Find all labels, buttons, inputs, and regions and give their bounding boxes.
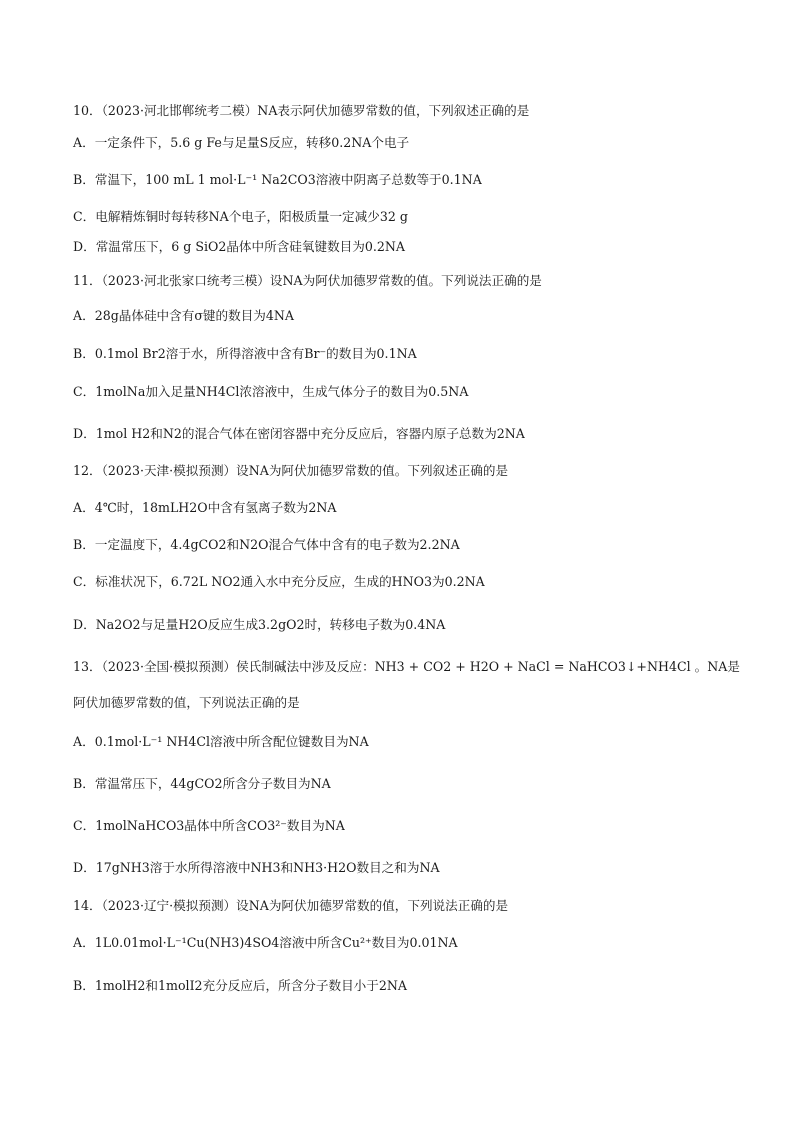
question-10-stem: 10．（2023·河北邯郸统考二模）NA表示阿伏加德罗常数的值，下列叙述正确的是 (73, 103, 530, 118)
question-13-stem-line1: 13．（2023·全国·模拟预测）侯氏制碱法中涉及反应：NH3 + CO2 + H2O + NaCl = NaHCO3↓+NH4Cl 。NA是 (73, 659, 740, 674)
question-11-option-b: B．0.1mol Br2溶于水，所得溶液中含有Br⁻的数目为0.1NA (73, 346, 417, 361)
question-13-stem-line2: 阿伏加德罗常数的值，下列说法正确的是 (73, 695, 300, 710)
question-14-option-a: A．1L0.01mol·L⁻¹Cu(NH3)4SO4溶液中所含Cu²⁺数目为0.01NA (73, 935, 458, 950)
question-11-option-c: C．1molNa加入足量NH4Cl浓溶液中，生成气体分子的数目为0.5NA (73, 384, 469, 399)
question-11-option-a: A．28g晶体硅中含有σ键的数目为4NA (73, 308, 295, 323)
question-10-option-b: B．常温下，100 mL 1 mol·L⁻¹ Na2CO3溶液中阴离子总数等于0.1NA (73, 172, 482, 187)
question-10-option-c: C．电解精炼铜时每转移NA个电子，阳极质量一定减少32 g (73, 209, 408, 224)
question-11-stem: 11．（2023·河北张家口统考三模）设NA为阿伏加德罗常数的值。下列说法正确的是 (73, 273, 542, 288)
question-14-stem: 14．（2023·辽宁·模拟预测）设NA为阿伏加德罗常数的值，下列说法正确的是 (73, 898, 509, 913)
question-12-option-c: C．标准状况下，6.72L NO2通入水中充分反应，生成的HNO3为0.2NA (73, 574, 485, 589)
question-10-option-d: D．常温常压下，6 g SiO2晶体中所含硅氧键数目为0.2NA (73, 239, 406, 254)
question-12-stem: 12．（2023·天津·模拟预测）设NA为阿伏加德罗常数的值。下列叙述正确的是 (73, 463, 509, 478)
question-10-option-a: A．一定条件下，5.6 g Fe与足量S反应，转移0.2NA个电子 (73, 135, 410, 150)
question-13-option-c: C．1molNaHCO3晶体中所含CO3²⁻数目为NA (73, 818, 345, 833)
question-12-option-a: A．4℃时，18mLH2O中含有氢离子数为2NA (73, 500, 337, 515)
question-13-option-b: B．常温常压下，44gCO2所含分子数目为NA (73, 776, 331, 791)
question-12-option-b: B．一定温度下，4.4gCO2和N2O混合气体中含有的电子数为2.2NA (73, 537, 460, 552)
question-11-option-d: D．1mol H2和N2的混合气体在密闭容器中充分反应后，容器内原子总数为2NA (73, 426, 525, 441)
question-13-option-d: D．17gNH3溶于水所得溶液中NH3和NH3·H2O数目之和为NA (73, 860, 440, 875)
question-14-option-b: B．1molH2和1molI2充分反应后，所含分子数目小于2NA (73, 978, 407, 993)
question-13-option-a: A．0.1mol·L⁻¹ NH4Cl溶液中所含配位键数目为NA (73, 734, 369, 749)
question-12-option-d: D．Na2O2与足量H2O反应生成3.2gO2时，转移电子数为0.4NA (73, 617, 446, 632)
